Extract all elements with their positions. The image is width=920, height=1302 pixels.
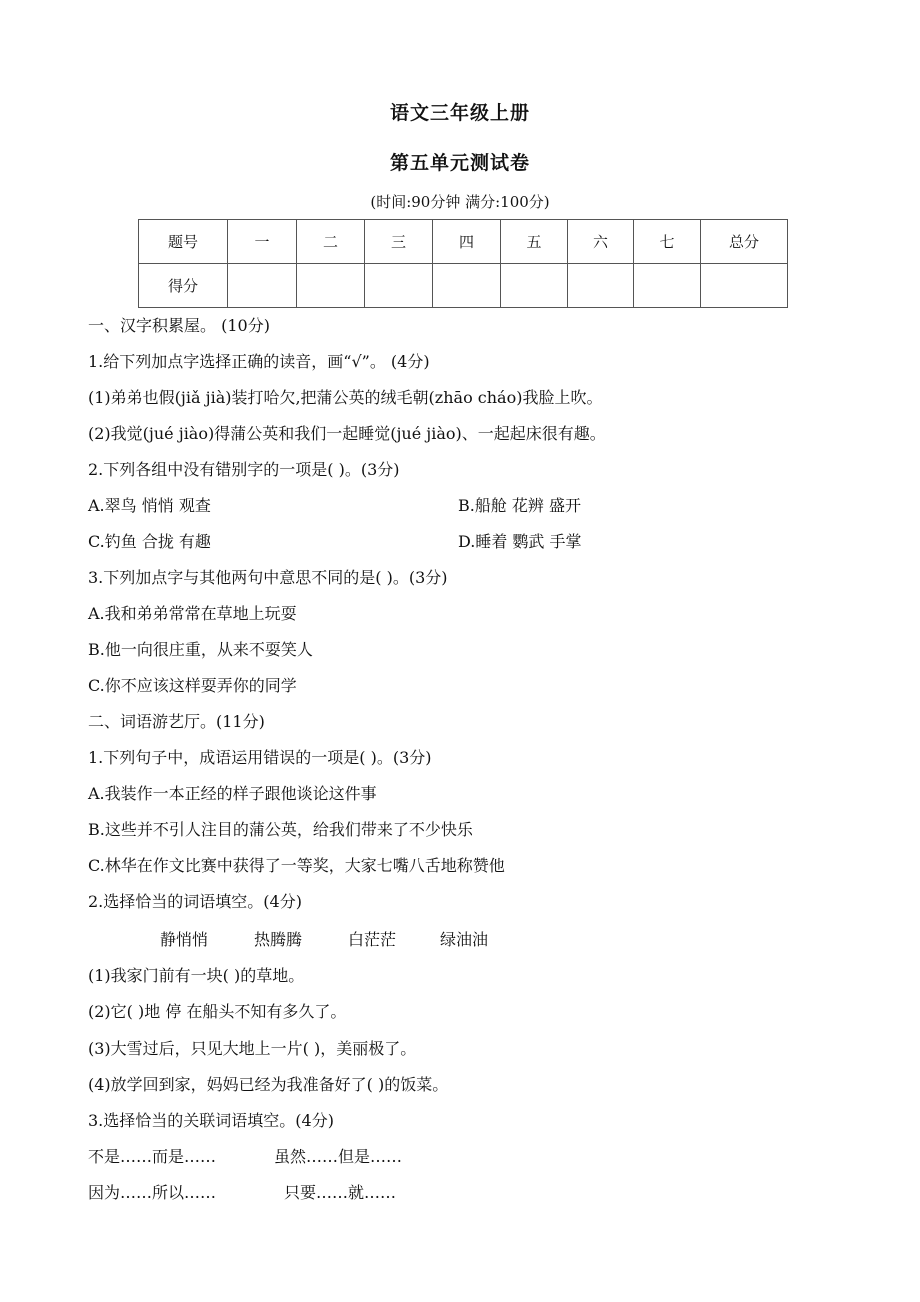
s1-q2-option-d: D.睡着 鹦武 手掌 [458,532,582,551]
exam-title: 语文三年级上册 [389,102,530,124]
score-cell [433,264,501,308]
score-cell [568,264,634,308]
s2-q1-option: A.我装作一本正经的样子跟他谈论这件事 [88,784,377,803]
s1-q3-option: C.你不应该这样耍弄你的同学 [88,676,297,695]
score-table-score-row [139,264,788,308]
s2-q1-stem: 1.下列句子中，成语运用错误的一项是( )。(3分) [88,748,432,767]
s2-q2-word: 白茫茫 [348,930,397,949]
score-cell [365,264,433,308]
s2-q3-word: 只要……就…… [284,1183,397,1202]
score-header-cell: 四 [433,220,501,264]
s2-q3-word: 不是……而是…… [88,1147,217,1166]
score-header-cell: 三 [365,220,433,264]
s1-q3-option: A.我和弟弟常常在草地上玩耍 [88,604,297,623]
score-cell [634,264,701,308]
s2-q2-word: 热腾腾 [254,930,303,949]
score-header-cell: 七 [634,220,701,264]
score-header-cell: 六 [568,220,634,264]
exam-info: (时间:90分钟 满分:100分) [370,193,550,211]
score-table [138,219,788,308]
exam-subtitle: 第五单元测试卷 [389,152,530,174]
section2-heading: 二、词语游艺厅。(11分) [88,712,265,731]
score-table-header-row [139,220,788,264]
s2-q2-item: (1)我家门前有一块( )的草地。 [88,966,305,985]
s2-q3-stem: 3.选择恰当的关联词语填空。(4分) [88,1111,334,1130]
score-header-cell: 题号 [139,220,228,264]
s2-q2-item: (2)它( )地 停 在船头不知有多久了。 [88,1002,347,1021]
section1-heading: 一、汉字积累屋。 (10分) [88,316,270,335]
score-cell [701,264,788,308]
score-header-cell: 五 [501,220,568,264]
s1-q1-item: (1)弟弟也假(jiǎ jià)装打哈欠,把蒲公英的绒毛朝(zhāo cháo)我脸上吹。 [88,388,603,407]
s2-q2-item: (4)放学回到家，妈妈已经为我准备好了( )的饭菜。 [88,1075,449,1094]
s1-q2-stem: 2.下列各组中没有错别字的一项是( )。(3分) [88,460,400,479]
s1-q2-option-b: B.船舱 花辨 盛开 [458,496,582,515]
s1-q3-stem: 3.下列加点字与其他两句中意思不同的是( )。(3分) [88,568,448,587]
score-cell [228,264,297,308]
score-row-label: 得分 [139,264,228,308]
score-cell [501,264,568,308]
score-header-cell: 一 [228,220,297,264]
s2-q2-stem: 2.选择恰当的词语填空。(4分) [88,892,302,911]
s2-q3-word: 因为……所以…… [88,1183,217,1202]
score-header-cell: 总分 [701,220,788,264]
s1-q3-option: B.他一向很庄重，从来不耍笑人 [88,640,313,659]
s2-q1-option: C.林华在作文比赛中获得了一等奖，大家七嘴八舌地称赞他 [88,856,505,875]
s1-q2-option-a: A.翠鸟 悄悄 观查 [88,496,211,515]
s2-q2-word: 绿油油 [440,930,489,949]
s2-q1-option: B.这些并不引人注目的蒲公英，给我们带来了不少快乐 [88,820,473,839]
s1-q1-stem: 1.给下列加点字选择正确的读音，画“√”。 (4分) [88,352,430,371]
s2-q2-item: (3)大雪过后，只见大地上一片( )，美丽极了。 [88,1039,417,1058]
score-header-cell: 二 [297,220,365,264]
s1-q1-item: (2)我觉(jué jiào)得蒲公英和我们一起睡觉(jué jiào)、一起起床很有趣。 [88,424,606,443]
s1-q2-option-c: C.钓鱼 合拢 有趣 [88,532,211,551]
s2-q2-word: 静悄悄 [160,930,209,949]
score-cell [297,264,365,308]
s2-q3-word: 虽然……但是…… [274,1147,403,1166]
